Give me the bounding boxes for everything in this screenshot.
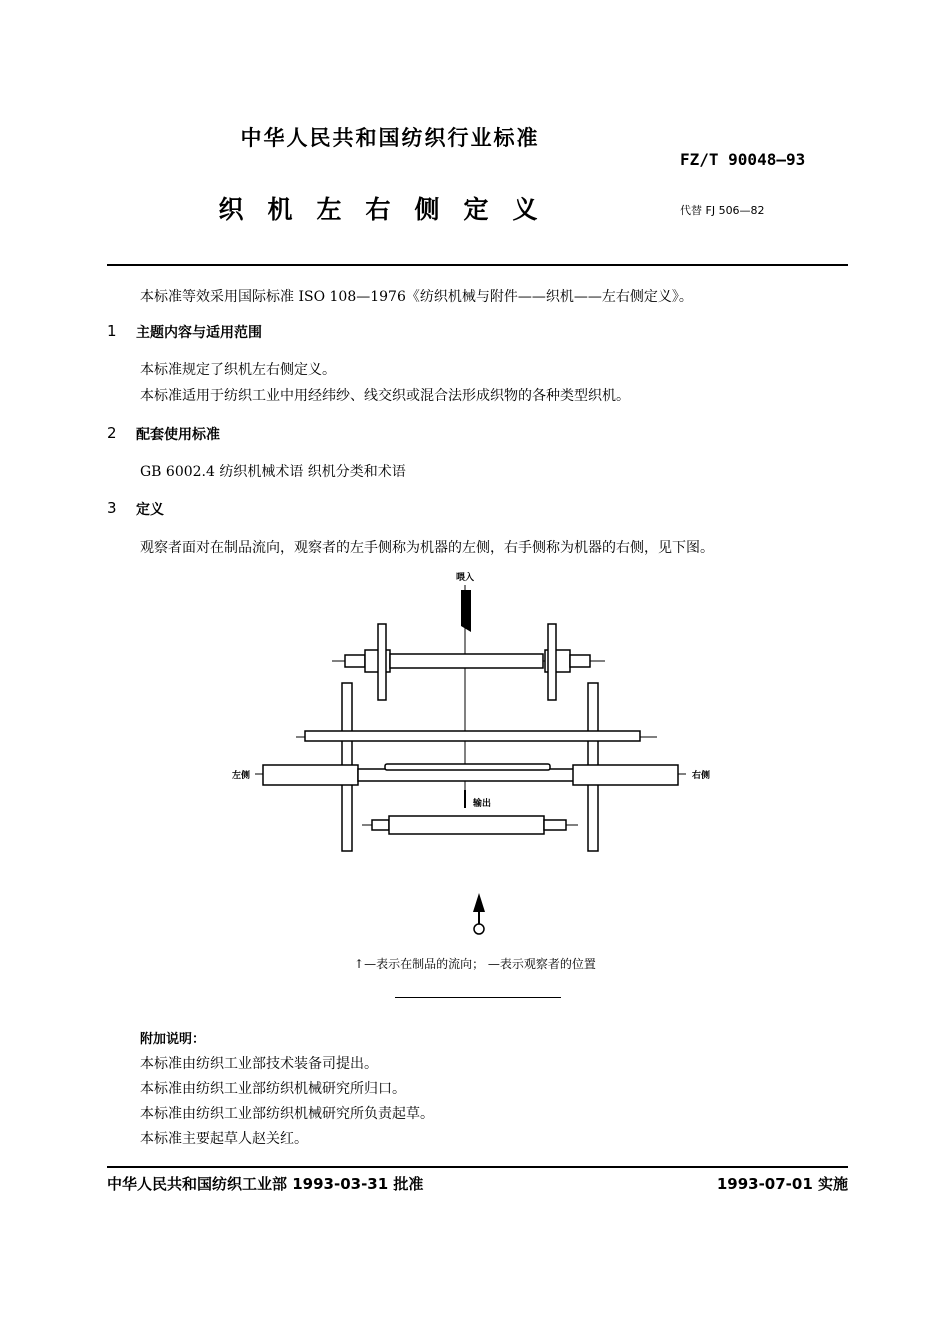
section-3-title: 定义 — [136, 502, 164, 518]
section-2-line-1: GB 6002.4 纺织机械术语 织机分类和术语 — [140, 464, 406, 480]
header-rule — [107, 264, 848, 266]
label-input: 喂入 — [456, 573, 475, 583]
section-3-line-1: 观察者面对在制品流向，观察者的左手侧称为机器的左侧，右手侧称为机器的右侧，见下图。 — [140, 540, 714, 556]
caption-text: —表示在制品的流向； —表示观察者的位置 — [364, 957, 596, 971]
replaces-note: 代替 FJ 506—82 — [680, 204, 765, 217]
section-3-number: 3 — [107, 499, 117, 517]
label-left: 左侧 — [232, 771, 251, 781]
diagram-caption — [0, 955, 950, 972]
notes-title: 附加说明： — [140, 1032, 206, 1047]
section-2-title: 配套使用标准 — [136, 427, 220, 443]
label-right: 右侧 — [692, 771, 711, 781]
effective-date: 1993-07-01 实施 — [716, 1175, 848, 1193]
loom-side-diagram — [0, 560, 950, 990]
section-1-line-1: 本标准规定了织机左右侧定义。 — [140, 362, 336, 378]
flow-arrow-icon: ↑ — [354, 957, 365, 971]
note-line-2: 本标准由纺织工业部纺织机械研究所归口。 — [140, 1081, 406, 1097]
approval-line: 中华人民共和国纺织工业部 1993-03-31 批准 — [107, 1175, 424, 1193]
section-2-number: 2 — [107, 424, 117, 442]
main-shaft — [255, 764, 686, 785]
top-roller — [332, 624, 605, 700]
separator-rule — [395, 997, 561, 998]
middle-shaft — [296, 731, 657, 741]
footer-rule — [107, 1166, 848, 1168]
note-line-3: 本标准由纺织工业部纺织机械研究所负责起草。 — [140, 1106, 434, 1122]
standard-code: FZ/T 90048—93 — [680, 150, 806, 169]
section-1-number: 1 — [107, 322, 117, 340]
issuing-body-title: 中华人民共和国纺织行业标准 — [240, 126, 540, 150]
intro-paragraph: 本标准等效采用国际标准 ISO 108—1976《纺织机械与附件——织机——左右侧定义》。 — [140, 289, 693, 305]
section-1-line-2: 本标准适用于纺织工业中用经纬纱、线交织或混合法形成织物的各种类型织机。 — [140, 388, 630, 404]
section-1-title: 主题内容与适用范围 — [136, 325, 262, 341]
note-line-1: 本标准由纺织工业部技术装备司提出。 — [140, 1056, 378, 1072]
document-title: 织机左右侧定义 — [218, 195, 562, 224]
bottom-roller — [362, 816, 578, 834]
label-output: 输出 — [473, 799, 492, 809]
note-line-4: 本标准主要起草人赵关红。 — [140, 1131, 308, 1147]
observer-symbol-icon — [473, 893, 485, 934]
